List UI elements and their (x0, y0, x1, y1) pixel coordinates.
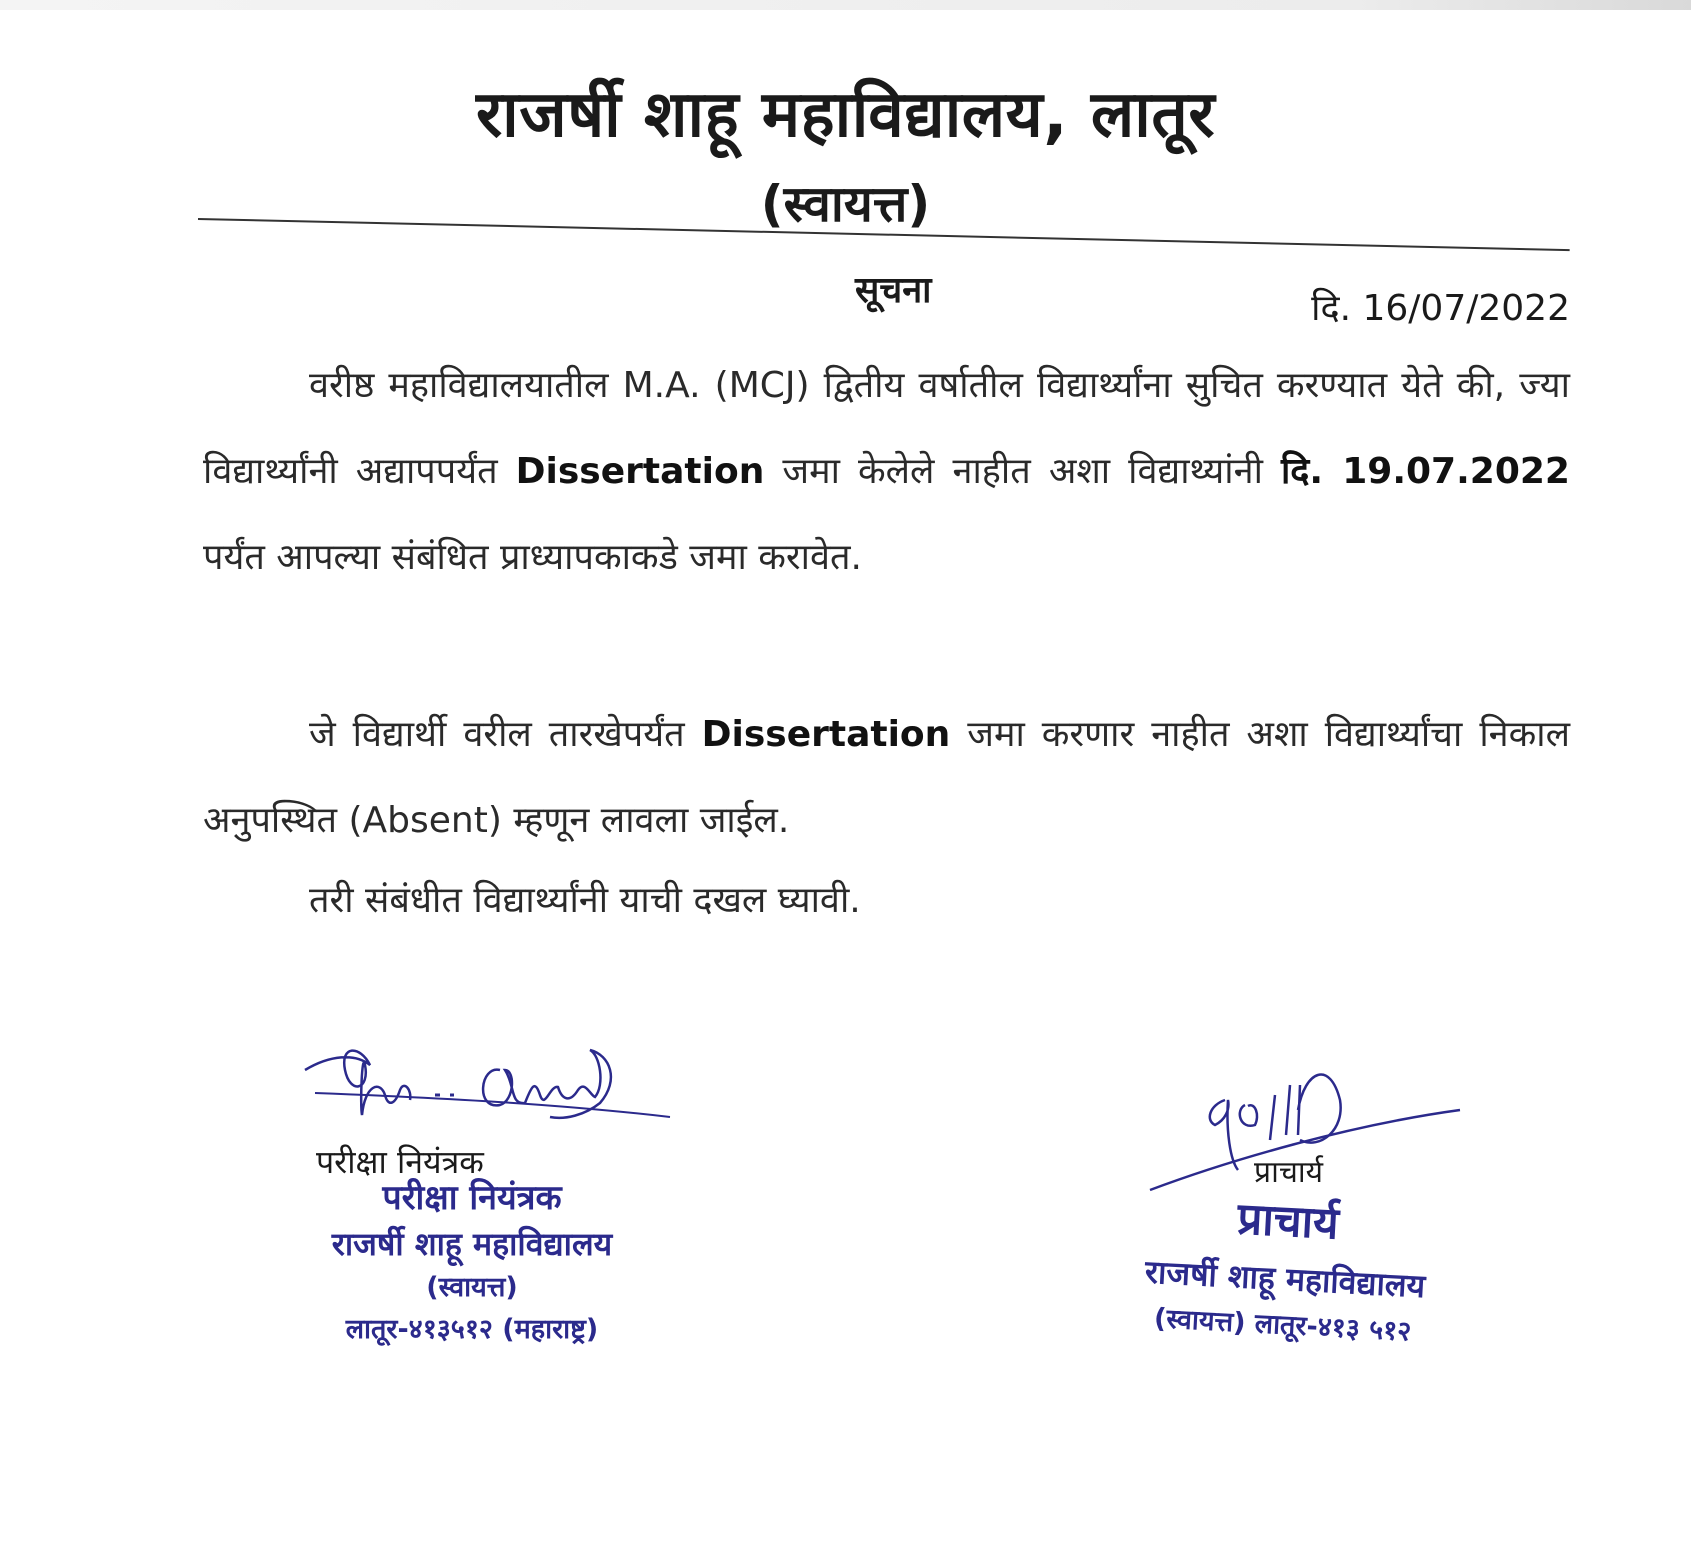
p1-text-c: जमा केलेले नाहीत अशा विद्याथ्यांनी (764, 451, 1281, 492)
p1-text-e: पर्यंत आपल्या संबंधित प्राध्यापकाकडे जमा करावेत. (203, 537, 862, 578)
notice-title: सूचना (855, 270, 932, 311)
controller-stamp-line4: लातूर-४१३५१२ (महाराष्ट्र) (345, 1314, 599, 1345)
p1-text-a: वरीष्ठ महाविद्यालयातील M.A. (MCJ) द्वितीय वर्षातील विद्यार्थ्यांना सुचित करण्यात येते की, ज्या विद्यार्थ्यांनी अद्यापपर्यंत (203, 365, 1570, 492)
paragraph-1 (203, 343, 1570, 601)
principal-stamp-line3: (स्वायत्त) लातूर-४१३ ५१२ (1153, 1303, 1413, 1348)
controller-stamp-line2: राजर्षी शाहू महाविद्यालय (331, 1225, 613, 1263)
principal-stamp-line1: प्राचार्य (1236, 1193, 1341, 1250)
controller-stamp-line3: (स्वायत्त) (426, 1272, 518, 1303)
college-name: राजर्षी शाहू महाविद्यालय, लातूर (475, 78, 1216, 152)
paragraph-3: तरी संबंधीत विद्यार्थ्यांनी याची दखल घ्यावी. (309, 880, 861, 921)
autonomous-label: (स्वायत्त) (760, 175, 931, 233)
p1-deadline: दि. 19.07.2022 (1280, 451, 1570, 492)
principal-stamp-line2: राजर्षी शाहू महाविद्यालय (1144, 1252, 1427, 1306)
p1-dissertation: Dissertation (515, 451, 765, 492)
p2-text-c: जमा करणार नाहीत अशा विद्यार्थ्यांचा निकाल अनुपस्थित (Absent) म्हणून लावला जाईल. (203, 714, 1570, 841)
controller-title: परीक्षा नियंत्रक (316, 1143, 484, 1181)
paper-edge (0, 0, 1691, 10)
p2-dissertation: Dissertation (701, 714, 951, 755)
controller-stamp-line1: परीक्षा नियंत्रक (382, 1178, 562, 1218)
controller-stamp (282, 1176, 662, 1352)
controller-signature (300, 1025, 680, 1135)
principal-stamp (1072, 1180, 1500, 1358)
p2-text-a: जे विद्यार्थी वरील तारखेपर्यंत (309, 714, 702, 755)
principal-title: प्राचार्य (1254, 1155, 1324, 1190)
notice-date: दि. 16/07/2022 (1311, 288, 1570, 329)
paragraph-2 (203, 692, 1570, 864)
